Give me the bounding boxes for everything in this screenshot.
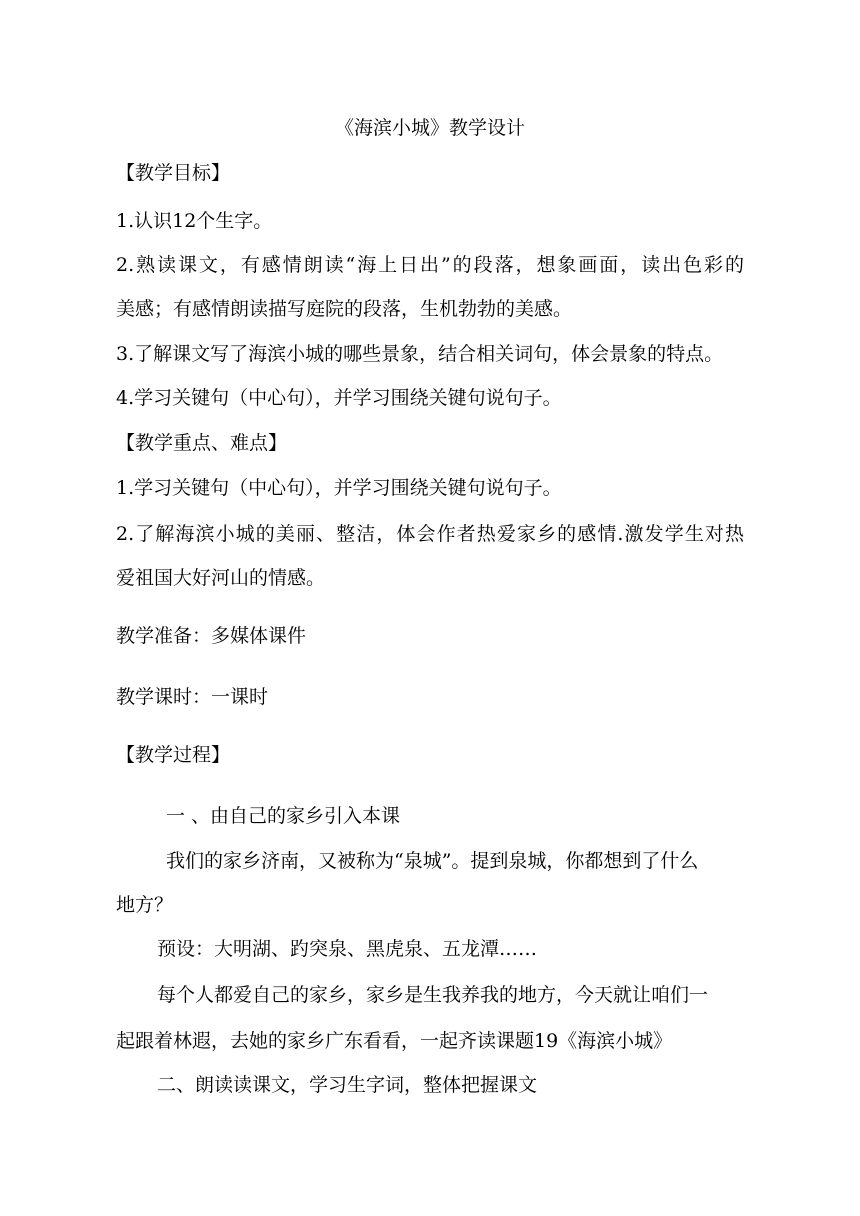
preparation-line: 教学准备：多媒体课件 — [116, 625, 307, 647]
document-title: 《海滨小城》教学设计 — [334, 117, 525, 139]
periods-line: 教学课时：一课时 — [116, 686, 269, 708]
objective-line: 1.认识12个生字。 — [116, 210, 273, 232]
step1-title: 一 、由自己的家乡引入本课 — [166, 805, 401, 827]
paragraph-line: 我们的家乡济南，又被称为“泉城”。提到泉城，你都想到了什么 — [166, 850, 699, 872]
process-heading: 【教学过程】 — [116, 744, 231, 766]
objective-line: 美感；有感情朗读描写庭院的段落，生机勃勃的美感。 — [116, 298, 573, 320]
paragraph-line: 起跟着林遐，去她的家乡广东看看，一起齐读课题19《海滨小城》 — [116, 1030, 673, 1052]
objective-line: 2.熟读课文，有感情朗读“海上日出”的段落，想象画面，读出色彩的 — [116, 254, 744, 276]
paragraph-line: 每个人都爱自己的家乡，家乡是生我养我的地方，今天就让咱们一 — [157, 984, 709, 1006]
step2-title: 二、朗读读课文，学习生字词，整体把握课文 — [157, 1074, 538, 1096]
keypoint-line: 爱祖国大好河山的情感。 — [116, 567, 326, 589]
objective-line: 3.了解课文写了海滨小城的哪些景象，结合相关词句，体会景象的特点。 — [116, 343, 724, 365]
paragraph-line: 预设：大明湖、趵突泉、黑虎泉、五龙潭…… — [157, 938, 538, 960]
objectives-heading: 【教学目标】 — [116, 162, 231, 184]
paragraph-line: 地方？ — [116, 894, 174, 916]
objective-line: 4.学习关键句（中心句），并学习围绕关键句说句子。 — [116, 387, 562, 409]
keypoint-line: 2.了解海滨小城的美丽、整洁，体会作者热爱家乡的感情.激发学生对热 — [116, 523, 744, 545]
keypoints-heading: 【教学重点、难点】 — [116, 432, 288, 454]
keypoint-line: 1.学习关键句（中心句），并学习围绕关键句说句子。 — [116, 477, 562, 499]
